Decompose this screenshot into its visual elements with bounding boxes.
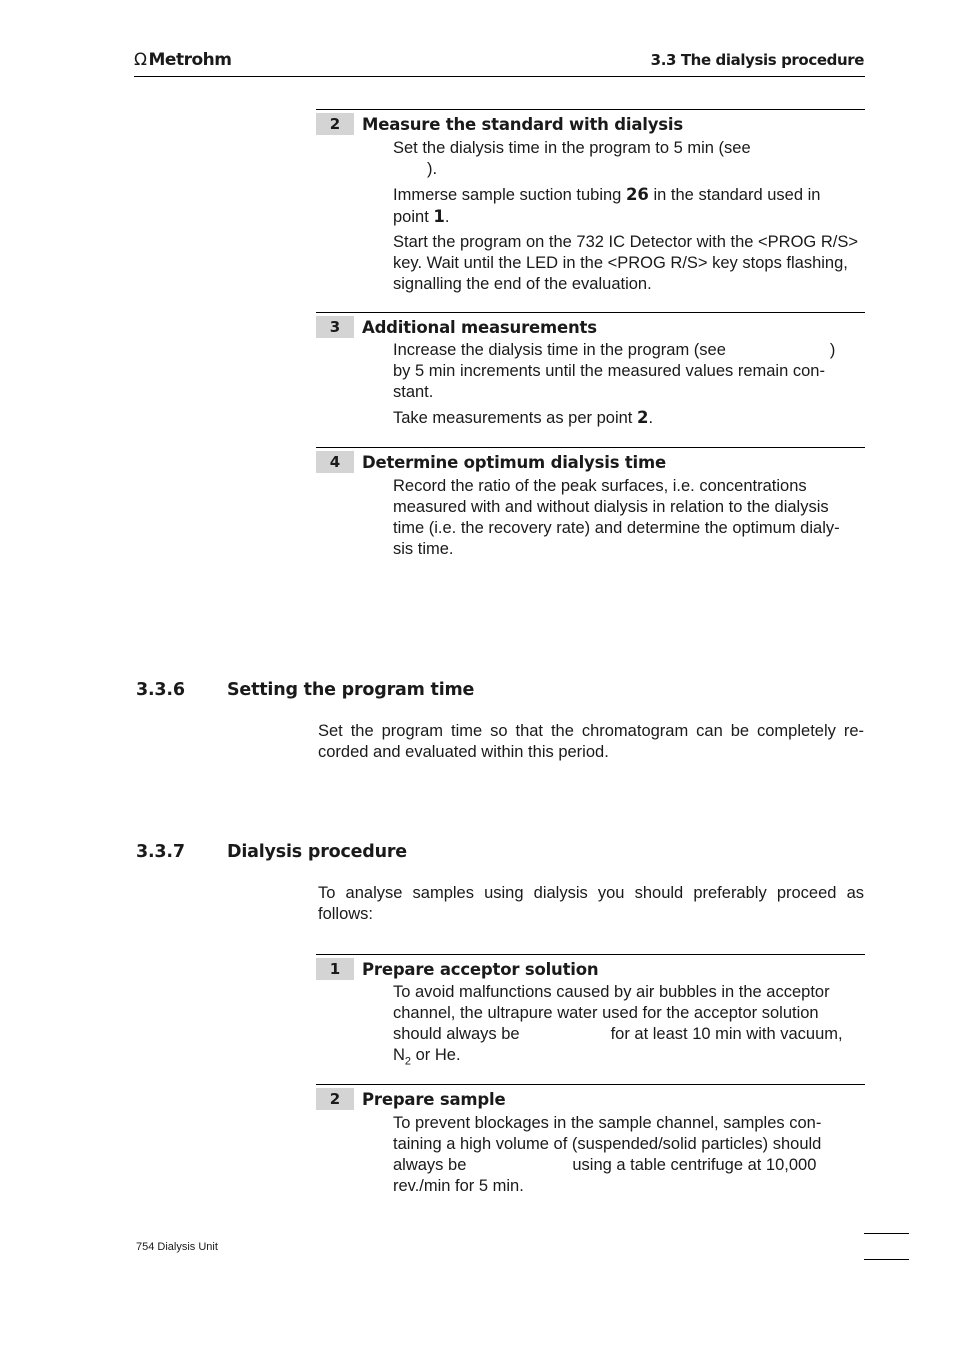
metrohm-logo	[134, 50, 231, 70]
step-2-sample-text: To prevent blockages in the sample channel, samples con- taining a high volume of (suspended/solid particles) should always be using a table centrifuge at 10,000 rev./min for 5 min.	[393, 1114, 822, 1195]
step-2-measure-standard	[316, 109, 865, 136]
step-2-para-2: Immerse sample suction tubing 26 in the standard used in point 1.	[393, 185, 821, 226]
step-title: Additional measurements	[362, 317, 597, 337]
metrohm-omega-icon: Ω	[134, 50, 147, 70]
running-header-title: 3.3 The dialysis procedure	[650, 51, 864, 69]
step-rule	[316, 312, 865, 313]
step-rule	[316, 954, 865, 955]
step-title: Measure the standard with dialysis	[362, 114, 683, 134]
step-title: Prepare sample	[362, 1089, 506, 1109]
step-1-text: To avoid malfunctions caused by air bubbles in the acceptor channel, the ultrapure water used for the acceptor solution should always be for at least 10 min with vacuum, $N_2$ or He.	[393, 983, 843, 1068]
step-title: Prepare acceptor solution	[362, 959, 599, 979]
footer-product-name: 754 Dialysis Unit	[136, 1241, 218, 1253]
step-rule	[316, 109, 865, 110]
step-1-prepare-acceptor	[316, 954, 865, 981]
step-3-additional	[316, 312, 865, 339]
step-3-text	[393, 340, 859, 429]
step-number: 4	[316, 451, 354, 473]
step-number: 2	[316, 1088, 354, 1110]
step-rule	[316, 447, 865, 448]
section-heading-3-3-7: 3.3.7 Dialysis procedure	[136, 842, 407, 862]
step-number: 3	[316, 316, 354, 338]
step-2-para-3: Start the program on the 732 IC Detector with the <PROG R/S> key. Wait until the LED in the <PROG R/S> key stops flashing, signalling the end of the evaluation.	[393, 233, 858, 293]
step-rule	[316, 1084, 865, 1085]
step-4-determine-optimum	[316, 447, 865, 474]
section-3-3-7-body: To analyse samples using dialysis you should preferably proceed as follows:	[318, 884, 864, 923]
step-4-text: Record the ratio of the peak surfaces, i.e. concentrations measured with and without dialysis in relation to the dialysis time (i.e. the recovery rate) and determine the optimum dialy-sis time.	[393, 477, 840, 558]
header-rule	[134, 76, 865, 77]
step-2-prepare-sample	[316, 1084, 865, 1111]
step-3-para-1: Increase the dialysis time in the program (see ) by 5 min increments until the measured values remain con-stant.	[393, 341, 836, 401]
logo-text: Metrohm	[148, 50, 232, 70]
step-number: 2	[316, 113, 354, 135]
section-3-3-6-body: Set the program time so that the chromatogram can be completely re-corded and evaluated within this period.	[318, 722, 864, 761]
footer-rule-bottom	[864, 1259, 909, 1260]
footer-rule-top	[864, 1233, 909, 1234]
step-2-text	[393, 138, 859, 295]
step-title: Determine optimum dialysis time	[362, 452, 666, 472]
step-3-para-2: Take measurements as per point 2.	[393, 408, 654, 427]
step-number: 1	[316, 958, 354, 980]
section-heading-3-3-6: 3.3.6 Setting the program time	[136, 680, 475, 700]
step-2-para-1: Set the dialysis time in the program to 5 min (see ).	[393, 139, 751, 178]
